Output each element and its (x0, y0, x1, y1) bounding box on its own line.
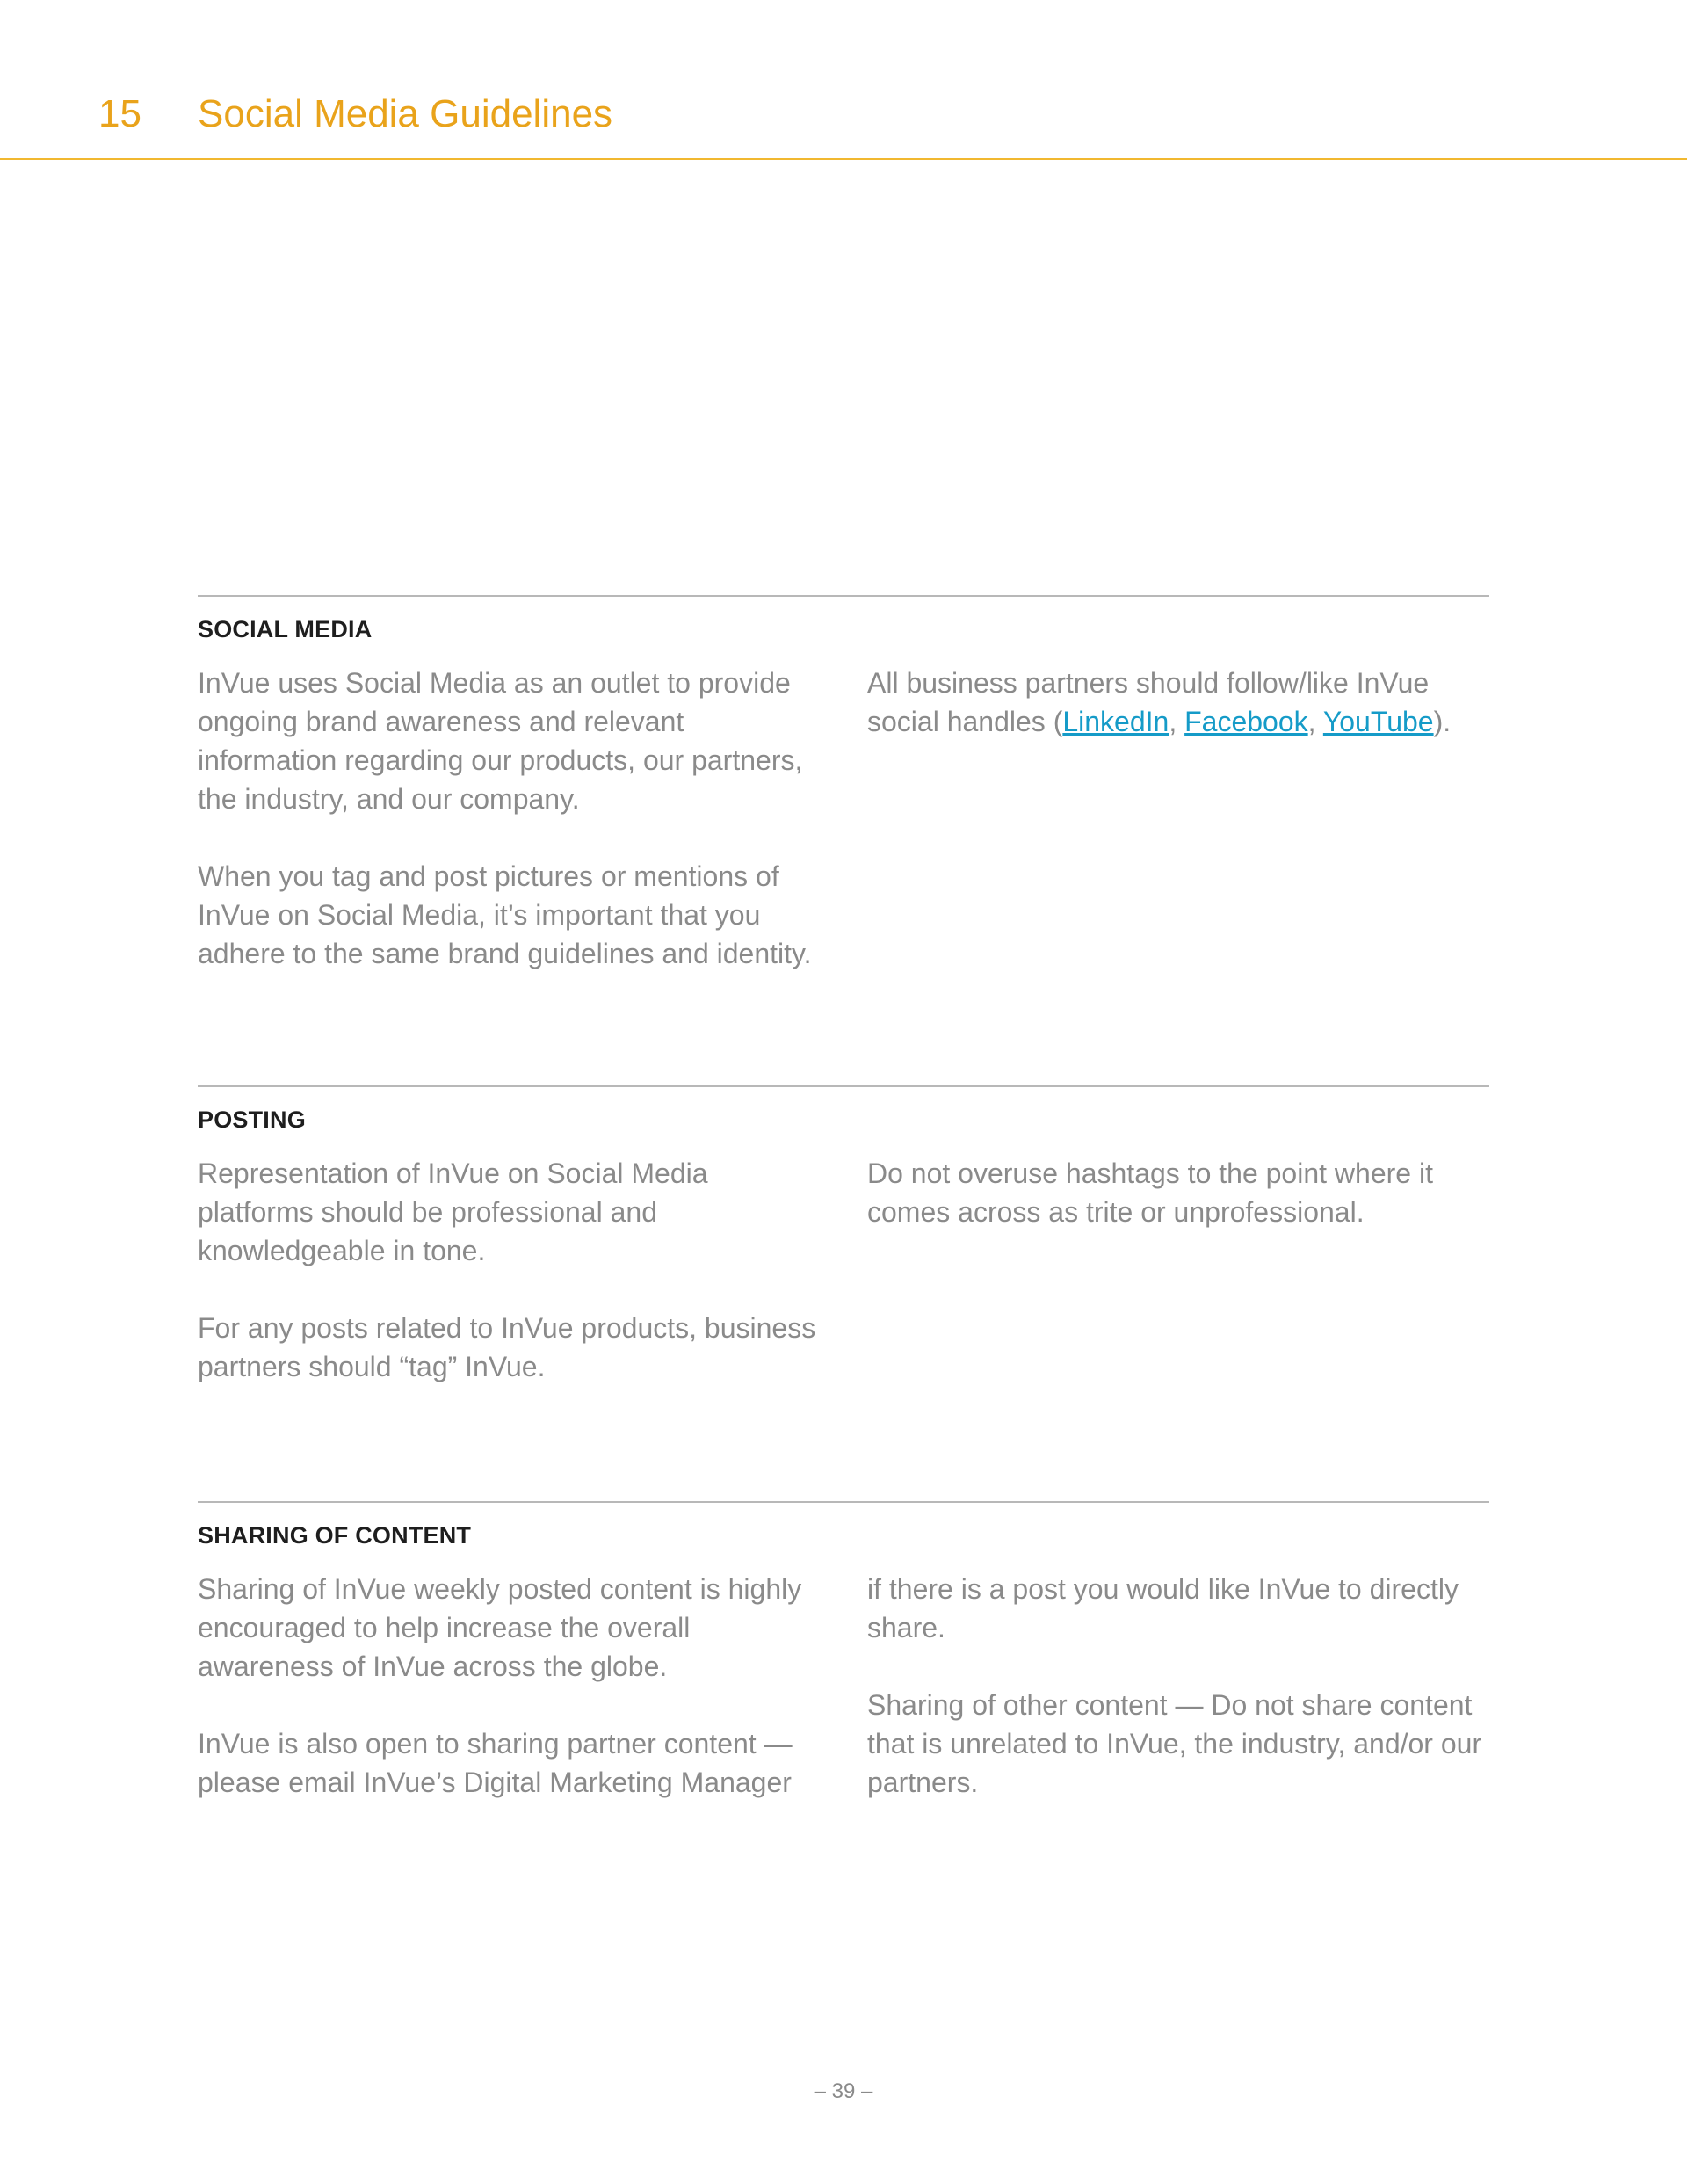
paragraph: InVue is also open to sharing partner content — please email InVue’s Digital Marketing Manager (198, 1728, 793, 1798)
paragraph: For any posts related to InVue products, business partners should “tag” InVue. (198, 1312, 816, 1382)
social-handles-outro: ). (1433, 706, 1452, 737)
paragraph: if there is a post you would like InVue to directly share. (867, 1573, 1459, 1643)
section-left-column (198, 1154, 830, 1386)
section-sharing-of-content (198, 1501, 1489, 1798)
social-handles-paragraph (867, 664, 1489, 741)
section-left-column (198, 664, 830, 973)
link-separator: , (1169, 706, 1185, 737)
section-social-media (198, 595, 1489, 969)
section-heading: SOCIAL MEDIA (198, 616, 373, 642)
section-heading: POSTING (198, 1107, 306, 1133)
section-right-column (867, 664, 1489, 741)
paragraph: Sharing of InVue weekly posted content is highly encouraged to help increase the overall awareness of InVue across the globe. (198, 1573, 802, 1682)
chapter-title: Social Media Guidelines (198, 92, 613, 135)
section-right-column (867, 1154, 1489, 1231)
section-heading: SHARING OF CONTENT (198, 1522, 472, 1549)
section-left-column (198, 1570, 830, 1802)
section-posting (198, 1085, 1489, 1382)
paragraph: InVue uses Social Media as an outlet to provide ongoing brand awareness and relevant information regarding our products, our partners, the industry, and our company. (198, 667, 803, 815)
section-right-column (867, 1570, 1489, 1802)
chapter-number: 15 (98, 92, 141, 135)
youtube-link[interactable]: YouTube (1322, 706, 1434, 737)
facebook-link[interactable]: Facebook (1184, 706, 1308, 737)
linkedin-link[interactable]: LinkedIn (1062, 706, 1169, 737)
link-separator: , (1307, 706, 1323, 737)
paragraph: Representation of InVue on Social Media platforms should be professional and knowledgeable in tone. (198, 1157, 708, 1266)
social-handles-intro: All business partners should follow/like InVue social handles ( (867, 667, 1430, 737)
paragraph: Do not overuse hashtags to the point where it comes across as trite or unprofessional. (867, 1157, 1433, 1228)
page-header (0, 0, 1687, 160)
page-number: – 39 – (814, 2079, 873, 2103)
paragraph: When you tag and post pictures or mentions of InVue on Social Media, it’s important that you adhere to the same brand guidelines and identity. (198, 860, 812, 969)
paragraph: Sharing of other content — Do not share content that is unrelated to InVue, the industry, and/or our partners. (867, 1689, 1482, 1798)
